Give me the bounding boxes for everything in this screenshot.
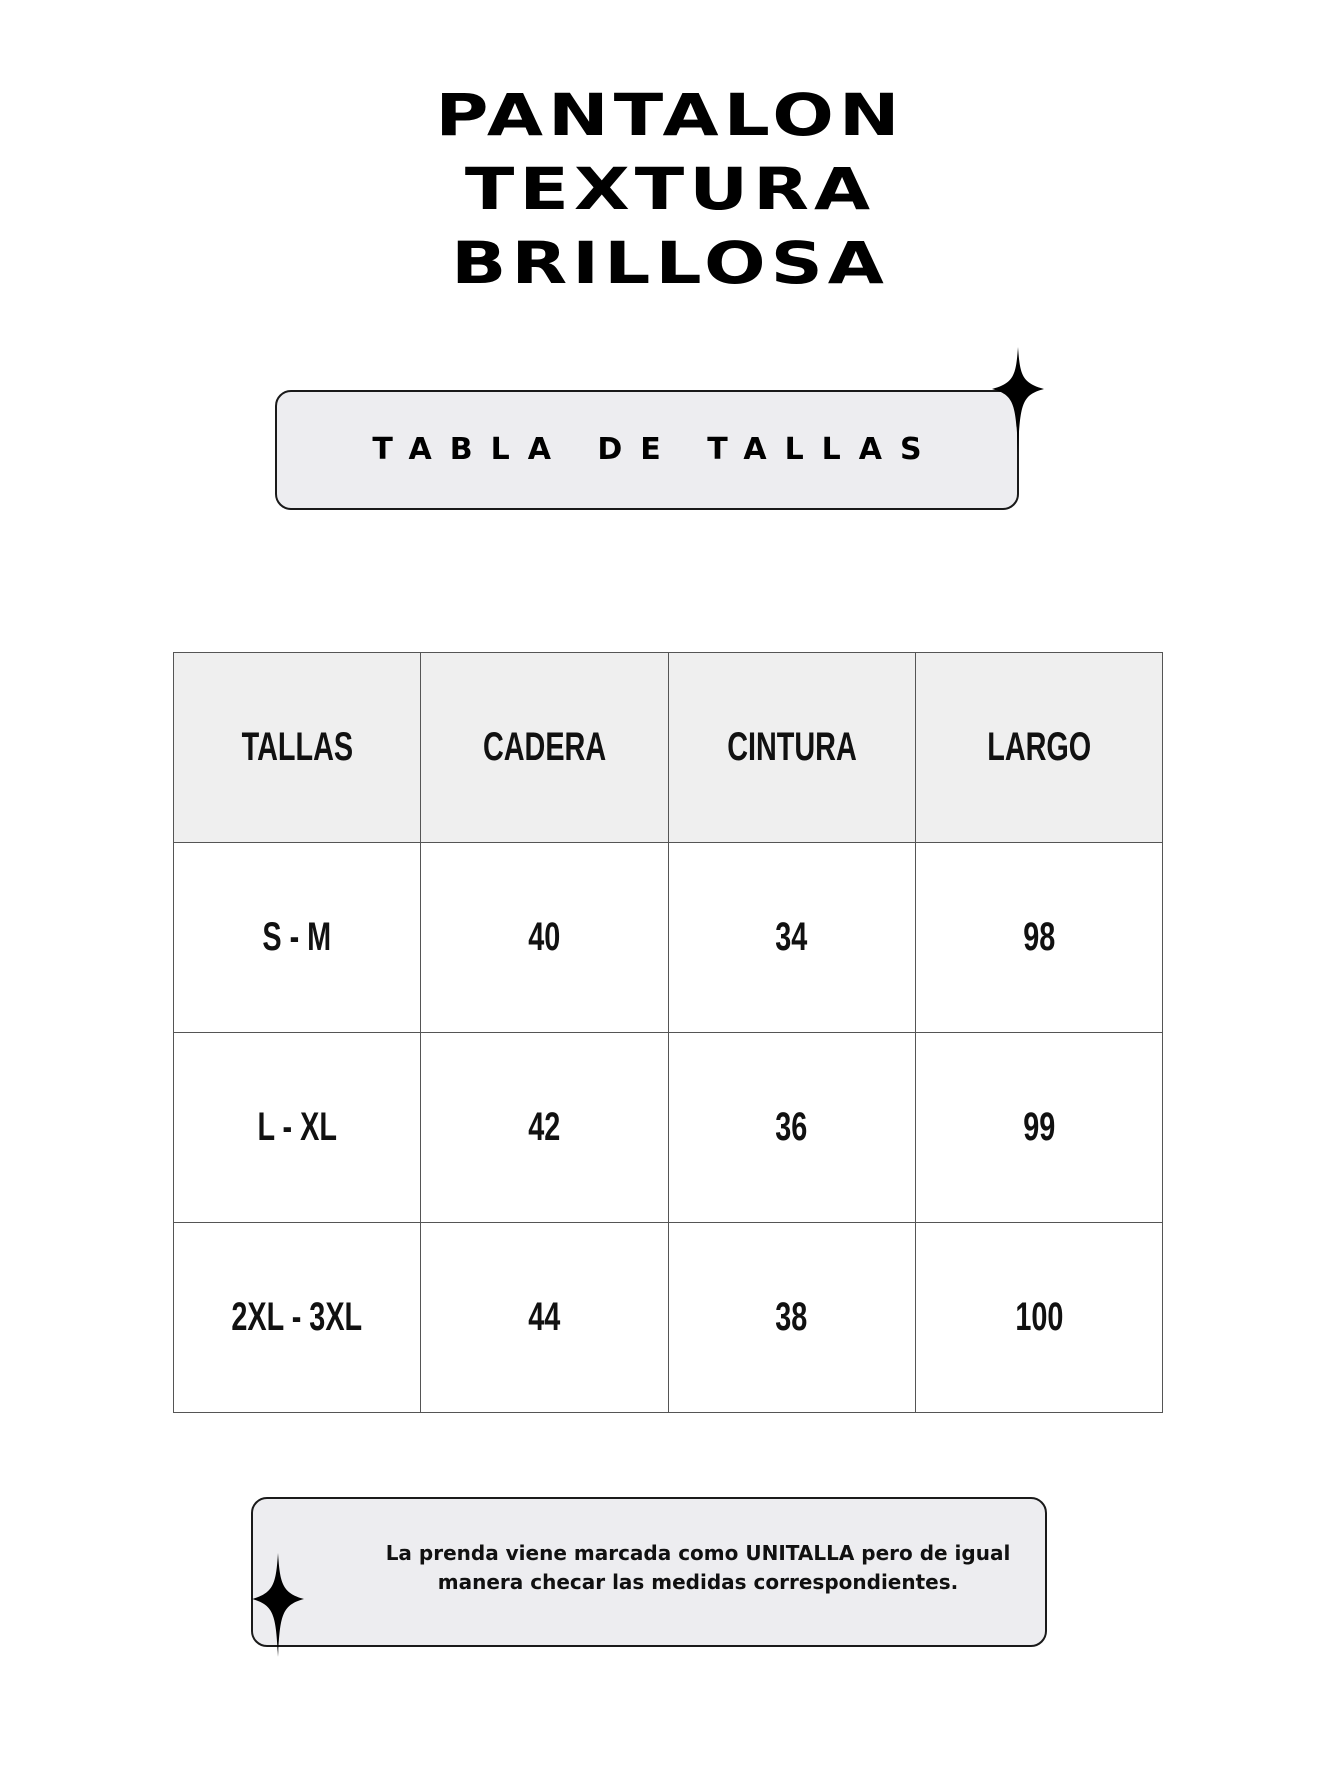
cell-cadera: 40	[421, 843, 668, 1033]
header-cintura: CINTURA	[668, 653, 915, 843]
cell-cadera: 44	[421, 1223, 668, 1413]
cell-largo: 99	[915, 1033, 1162, 1223]
size-table	[173, 652, 1163, 1413]
table-row	[174, 843, 1163, 1033]
note-box	[251, 1497, 1047, 1647]
size-chart-banner	[275, 390, 1019, 510]
cell-talla: L - XL	[174, 1033, 421, 1223]
table-header-row	[174, 653, 1163, 843]
cell-cintura: 34	[668, 843, 915, 1033]
cell-cadera: 42	[421, 1033, 668, 1223]
title-line-3: BRILLOSA	[451, 229, 889, 297]
four-point-star-icon	[252, 1553, 304, 1657]
table-row	[174, 1223, 1163, 1413]
page-title	[0, 78, 1340, 300]
four-point-star-icon	[992, 347, 1044, 453]
title-line-1: PANTALON	[435, 81, 905, 149]
cell-talla: 2XL - 3XL	[174, 1223, 421, 1413]
size-chart-banner-label: TABLA DE TALLAS	[372, 432, 940, 467]
cell-talla: S - M	[174, 843, 421, 1033]
note-text: La prenda viene marcada como UNITALLA pero de igual manera checar las medidas correspondientes.	[385, 1541, 1011, 1594]
cell-cintura: 38	[668, 1223, 915, 1413]
title-line-2: TEXTURA	[464, 155, 876, 223]
header-tallas: TALLAS	[174, 653, 421, 843]
header-largo: LARGO	[915, 653, 1162, 843]
table-row	[174, 1033, 1163, 1223]
cell-cintura: 36	[668, 1033, 915, 1223]
cell-largo: 98	[915, 843, 1162, 1033]
header-cadera: CADERA	[421, 653, 668, 843]
cell-largo: 100	[915, 1223, 1162, 1413]
